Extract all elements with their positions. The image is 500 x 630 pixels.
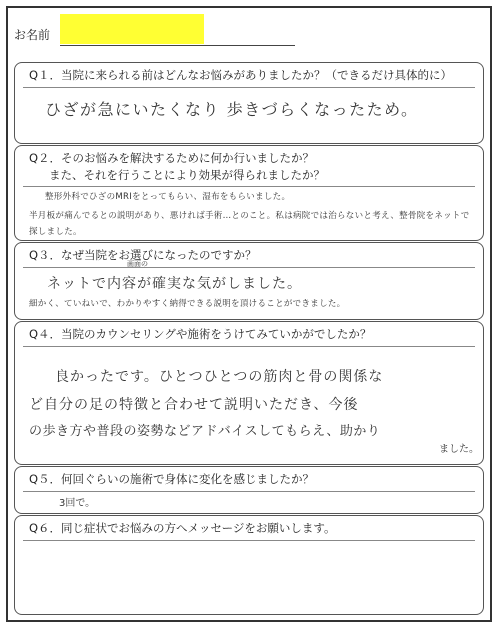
question-4-divider (23, 346, 475, 347)
question-2-box (14, 145, 484, 241)
question-3-answer-line-1: ネットで内容が確実な気がしました。 (47, 276, 302, 292)
question-4-answer-line-1: 良かったです。ひとつひとつの筋肉と骨の関係な (55, 369, 384, 385)
question-3-answer-note: 画面の (127, 260, 148, 268)
question-3-divider (23, 267, 475, 268)
question-4-answer-line-3: の歩き方や普段の姿勢などアドバイスしてもらえ、助かり (29, 424, 381, 439)
question-2-answer-line-1: 整形外科でひざのMRIをとってもらい、湿布をもらいました。 (45, 192, 291, 202)
question-4-answer-line-4: ました。 (439, 444, 479, 455)
name-redaction-highlight (60, 14, 204, 44)
question-2-divider (23, 186, 475, 187)
question-2-subtitle: また、それを行うことにより効果が得られましたか？ (49, 168, 325, 182)
question-1-answer-line-1: ひざが急にいたくなり 歩きづらくなったため。 (45, 100, 419, 119)
question-6-title: Q６．同じ症状でお悩みの方へメッセージをお願いします。 (29, 521, 336, 535)
question-5-title: Q５．何回ぐらいの施術で身体に変化を感じましたか？ (29, 472, 315, 486)
question-1-box (14, 62, 484, 144)
question-4-box (14, 321, 484, 465)
question-2-answer-line-2: 半月板が痛んでるとの説明があり、悪ければ手術…とのこと。私は病院では治らないと考え、整骨院をネットで探しました。 (29, 211, 470, 237)
question-3-title: Q３．なぜ当院をお選びになったのですか？ (29, 248, 257, 262)
question-4-title: Q４．当院のカウンセリングや施術をうけてみていかがでしたか？ (29, 327, 372, 341)
question-3-answer-line-2: 細かく、ていねいで、わかりやすく納得できる説明を頂けることができました。 (29, 299, 346, 309)
name-label: お名前 (14, 28, 51, 42)
question-5-answer-line-1: 3回で。 (59, 498, 96, 509)
question-3-box (14, 242, 484, 320)
name-underline (60, 45, 295, 46)
question-2-title: Q２．そのお悩みを解決するために何か行いましたか？ (29, 151, 315, 165)
question-5-box (14, 466, 484, 514)
question-5-divider (23, 491, 475, 492)
question-4-answer-line-2: ど自分の足の特徴と合わせて説明いただき、今後 (29, 397, 359, 413)
question-1-title: Q１．当院に来られる前はどんなお悩みがありましたか？（できるだけ具体的に） (29, 68, 453, 82)
question-6-box (14, 515, 484, 615)
question-6-divider (23, 540, 475, 541)
question-1-divider (23, 87, 475, 88)
